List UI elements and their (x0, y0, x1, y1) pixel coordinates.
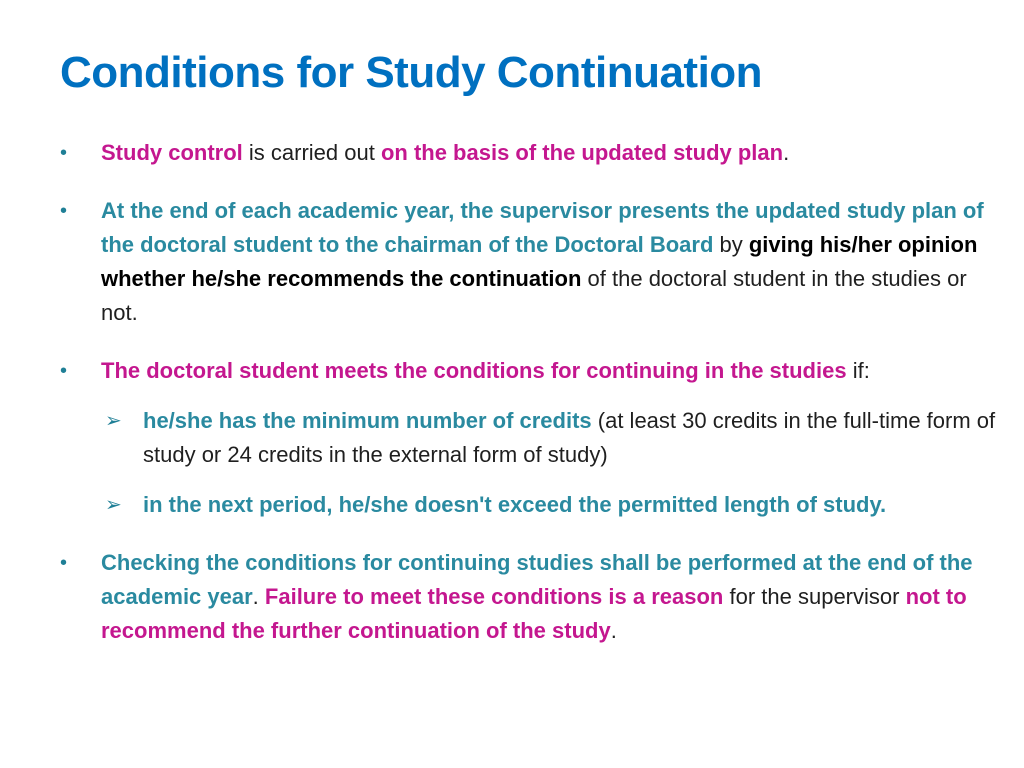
bullet-text-bold: giving his/her opinion whether he/she recommends the continuation (101, 232, 978, 291)
bullet-conditions (58, 354, 1008, 522)
bullet-supervisor-presents (58, 194, 1008, 330)
bullet-text-highlight: Study control (101, 140, 243, 165)
arrow-bullet-icon: ➢ (105, 410, 122, 432)
bullet-checking (58, 546, 1008, 648)
sub-bullet-length (101, 488, 1008, 522)
arrow-bullet-icon: ➢ (105, 494, 122, 516)
bullet-text: for the supervisor (723, 584, 906, 609)
bullet-dot-icon: • (60, 142, 68, 164)
slide-content (58, 136, 1008, 672)
slide-title: Conditions for Study Continuation (60, 48, 763, 97)
bullet-dot-icon: • (60, 200, 68, 222)
bullet-dot-icon: • (60, 552, 68, 574)
sub-bullet-credits (101, 404, 1008, 472)
bullet-text-highlight: At the end of each academic year, the supervisor presents the updated study plan of the doctoral student to the chairman of the Doctoral Board (101, 198, 984, 257)
sub-bullet-text: (at least 30 credits in the full-time form of study or 24 credits in the external form of study) (143, 408, 996, 467)
bullet-text-highlight: The doctoral student meets the conditions for continuing in the studies (101, 358, 847, 383)
bullet-dot-icon: • (60, 360, 68, 382)
bullet-text: is carried out (242, 140, 381, 165)
sub-bullet-list (101, 404, 1008, 522)
bullet-text: . (610, 618, 617, 643)
bullet-text: of the doctoral student in the studies or not. (101, 266, 967, 325)
bullet-text: . (252, 584, 265, 609)
bullet-text-highlight: not to recommend the further continuation of the study (101, 584, 967, 643)
sub-bullet-text-highlight: he/she has the minimum number of credits (143, 408, 592, 433)
bullet-study-control (58, 136, 1008, 170)
bullet-text-highlight: on the basis of the updated study plan (380, 140, 784, 165)
bullet-text: by (713, 232, 749, 257)
sub-bullet-text-highlight: in the next period, he/she doesn't exceed the permitted length of study. (143, 492, 887, 517)
bullet-text-highlight: Checking the conditions for continuing studies shall be performed at the end of the academic year (101, 550, 973, 609)
bullet-text: if: (846, 358, 870, 383)
bullet-text: . (783, 140, 790, 165)
bullet-text-highlight: Failure to meet these conditions is a reason (264, 584, 724, 609)
